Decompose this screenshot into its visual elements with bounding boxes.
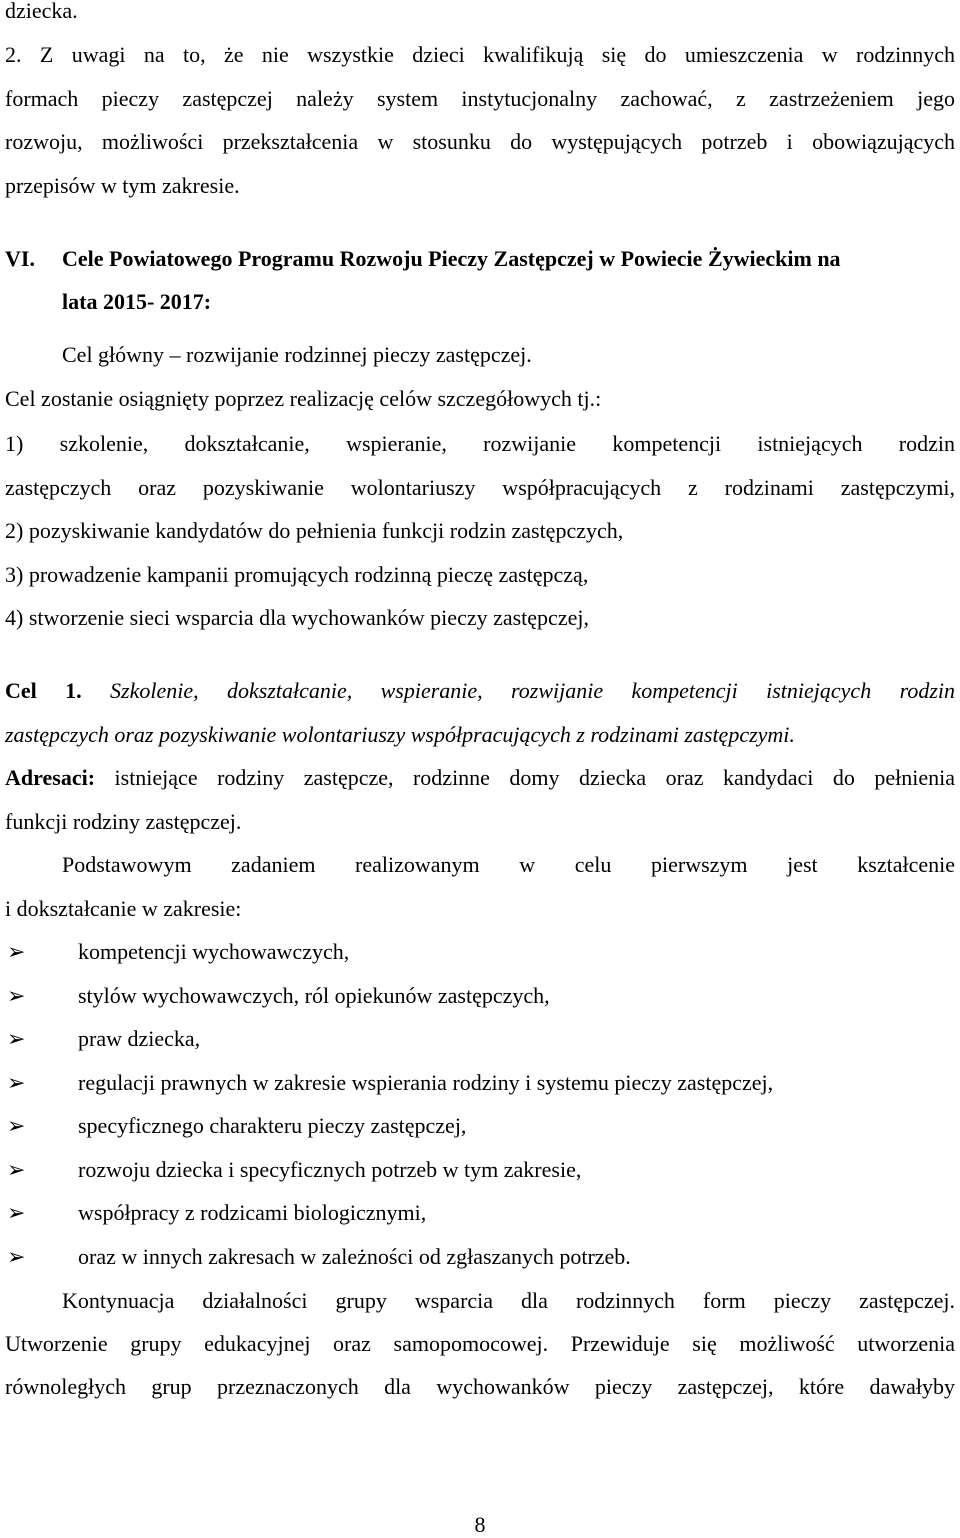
continuation-text: dziecka. — [5, 0, 78, 23]
closing-line: równoległych grup przeznaczonych dla wychowanków pieczy zastępczej, które dawałyby — [5, 1374, 955, 1399]
list-item: 3) prowadzenie kampanii promujących rodzinną pieczę zastępczą, — [5, 562, 589, 587]
closing-line: Utworzenie grupy edukacyjnej oraz samopomocowej. Przewiduje się możliwość utworzenia — [5, 1331, 955, 1356]
arrowhead-bullet-icon: ➢ — [7, 1244, 26, 1269]
arrowhead-bullet-icon: ➢ — [7, 1157, 26, 1182]
addressees-line — [5, 765, 955, 791]
paragraph-line: przepisów w tym zakresie. — [5, 173, 240, 198]
section-title: Cele Powiatowego Programu Rozwoju Pieczy Zastępczej w Powiecie Żywieckim na — [62, 246, 841, 271]
main-goal: Cel główny – rozwijanie rodzinnej pieczy zastępczej. — [62, 342, 532, 367]
list-item: 1) szkolenie, dokształcanie, wspieranie, rozwijanie kompetencji istniejących rodzin — [5, 431, 955, 456]
paragraph-line: 2. Z uwagi na to, że nie wszystkie dzieci kwalifikują się do umieszczenia w rodzinnych — [5, 42, 955, 67]
list-item: 4) stworzenie sieci wsparcia dla wychowanków pieczy zastępczej, — [5, 605, 589, 630]
section-title-cont: lata 2015- 2017: — [62, 289, 212, 314]
arrowhead-bullet-icon: ➢ — [7, 1200, 26, 1225]
arrowhead-bullet-icon: ➢ — [7, 939, 26, 964]
goal-1-title: Szkolenie, dokształcanie, wspieranie, rozwijanie kompetencji istniejących rodzin — [110, 678, 955, 703]
arrowhead-bullet-icon: ➢ — [7, 1026, 26, 1051]
arrowhead-bullet-icon: ➢ — [7, 983, 26, 1008]
addressees-text-cont: funkcji rodziny zastępczej. — [5, 809, 242, 834]
goal-intro: Cel zostanie osiągnięty poprzez realizację celów szczegółowych tj.: — [5, 386, 602, 411]
arrowhead-bullet-icon: ➢ — [7, 1070, 26, 1095]
goal-1-line — [5, 678, 955, 704]
page-number: 8 — [474, 1512, 486, 1537]
addressees-label: Adresaci: — [5, 765, 96, 790]
list-item: zastępczych oraz pozyskiwanie wolontariuszy współpracujących z rodzinami zastępczymi, — [5, 475, 955, 500]
paragraph-line: rozwoju, możliwości przekształcenia w stosunku do występujących potrzeb i obowiązujących — [5, 129, 955, 154]
addressees-text: istniejące rodziny zastępcze, rodzinne domy dziecka oraz kandydaci do pełnienia — [114, 765, 955, 790]
arrowhead-bullet-icon: ➢ — [7, 1113, 26, 1138]
paragraph-line: formach pieczy zastępczej należy system instytucjonalny zachować, z zastrzeżeniem jego — [5, 86, 955, 111]
list-item: 2) pozyskiwanie kandydatów do pełnienia funkcji rodzin zastępczych, — [5, 518, 624, 543]
closing-line: Kontynuacja działalności grupy wsparcia dla rodzinnych form pieczy zastępczej. — [62, 1288, 955, 1313]
task-line-cont: i dokształcanie w zakresie: — [5, 896, 242, 921]
goal-1-label: Cel 1. — [5, 678, 82, 703]
goal-1-title-cont: zastępczych oraz pozyskiwanie wolontariuszy współpracujących z rodzinami zastępczymi. — [5, 722, 795, 747]
task-line: Podstawowym zadaniem realizowanym w celu pierwszym jest kształcenie — [62, 852, 955, 877]
section-number: VI. — [5, 246, 35, 271]
